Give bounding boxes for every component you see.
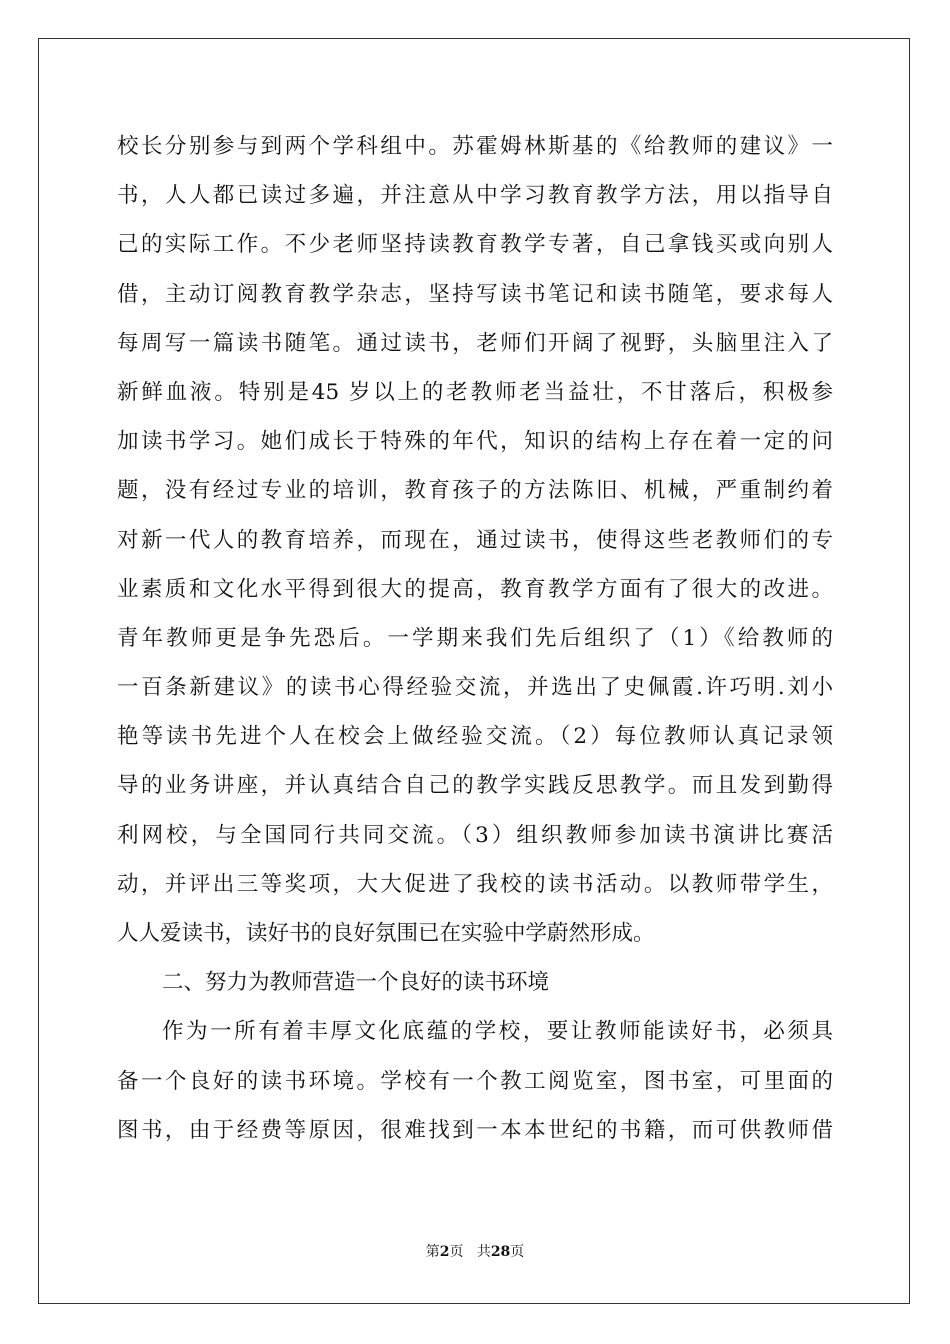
text-line-20: 备一个良好的读书环境。学校有一个教工阅览室，图书室，可里面的 bbox=[117, 1068, 833, 1094]
text-line-19: 作为一所有着丰厚文化底蕴的学校，要让教师能读好书，必须具 bbox=[162, 1019, 833, 1045]
page-prefix: 第 bbox=[425, 1244, 440, 1260]
text-line-11: 青年教师更是争先恐后。一学期来我们先后组织了（1）《给教师的 bbox=[117, 625, 833, 651]
text-line-8: 题，没有经过专业的培训，教育孩子的方法陈旧、机械，严重制约着 bbox=[117, 478, 833, 504]
text-line-4: 借，主动订阅教育教学杂志，坚持写读书笔记和读书随笔，要求每人 bbox=[117, 281, 833, 307]
text-line-16: 动，并评出三等奖项，大大促进了我校的读书活动。以教师带学生， bbox=[117, 871, 833, 897]
page-number: 2 bbox=[439, 1244, 450, 1260]
text-line-7: 加读书学习。她们成长于特殊的年代，知识的结构上存在着一定的问 bbox=[117, 429, 833, 455]
document-body bbox=[117, 122, 833, 1155]
text-line-13: 艳等读书先进个人在校会上做经验交流。（2）每位教师认真记录领 bbox=[117, 724, 833, 750]
text-line-12: 一百条新建议》的读书心得经验交流，并选出了史佩霞.许巧明.刘小 bbox=[117, 675, 833, 701]
text-line-17: 人人爱读书，读好书的良好氛围已在实验中学蔚然形成。 bbox=[117, 921, 655, 946]
total-prefix: 共 bbox=[476, 1244, 491, 1260]
text-line-21: 图书，由于经费等原因，很难找到一本本世纪的书籍，而可供教师借 bbox=[117, 1117, 833, 1143]
text-line-9: 对新一代人的教育培养，而现在，通过读书，使得这些老教师们的专 bbox=[117, 527, 833, 553]
text-line-2: 书，人人都已读过多遍，并注意从中学习教育教学方法，用以指导自 bbox=[117, 183, 833, 209]
page-suffix: 页 bbox=[449, 1244, 464, 1260]
section-heading: 二、努力为教师营造一个良好的读书环境 bbox=[162, 970, 550, 996]
text-line-10: 业素质和文化水平得到很大的提高，教育教学方面有了很大的改进。 bbox=[117, 576, 833, 602]
text-line-15: 利网校，与全国同行共同交流。（3）组织教师参加读书演讲比赛活 bbox=[117, 822, 833, 848]
text-line-3: 己的实际工作。不少老师坚持读教育教学专著，自己拿钱买或向别人 bbox=[117, 232, 833, 258]
text-line-6: 新鲜血液。特别是45 岁以上的老教师老当益壮，不甘落后，积极参 bbox=[117, 379, 833, 405]
text-line-14: 导的业务讲座，并认真结合自己的教学实践反思教学。而且发到勤得 bbox=[117, 773, 833, 799]
total-suffix: 页 bbox=[510, 1244, 525, 1260]
page-footer bbox=[0, 1242, 950, 1262]
text-line-1: 校长分别参与到两个学科组中。苏霍姆林斯基的《给教师的建议》一 bbox=[117, 134, 833, 159]
total-pages: 28 bbox=[490, 1244, 511, 1260]
text-line-5: 每周写一篇读书随笔。通过读书，老师们开阔了视野，头脑里注入了 bbox=[117, 330, 833, 356]
